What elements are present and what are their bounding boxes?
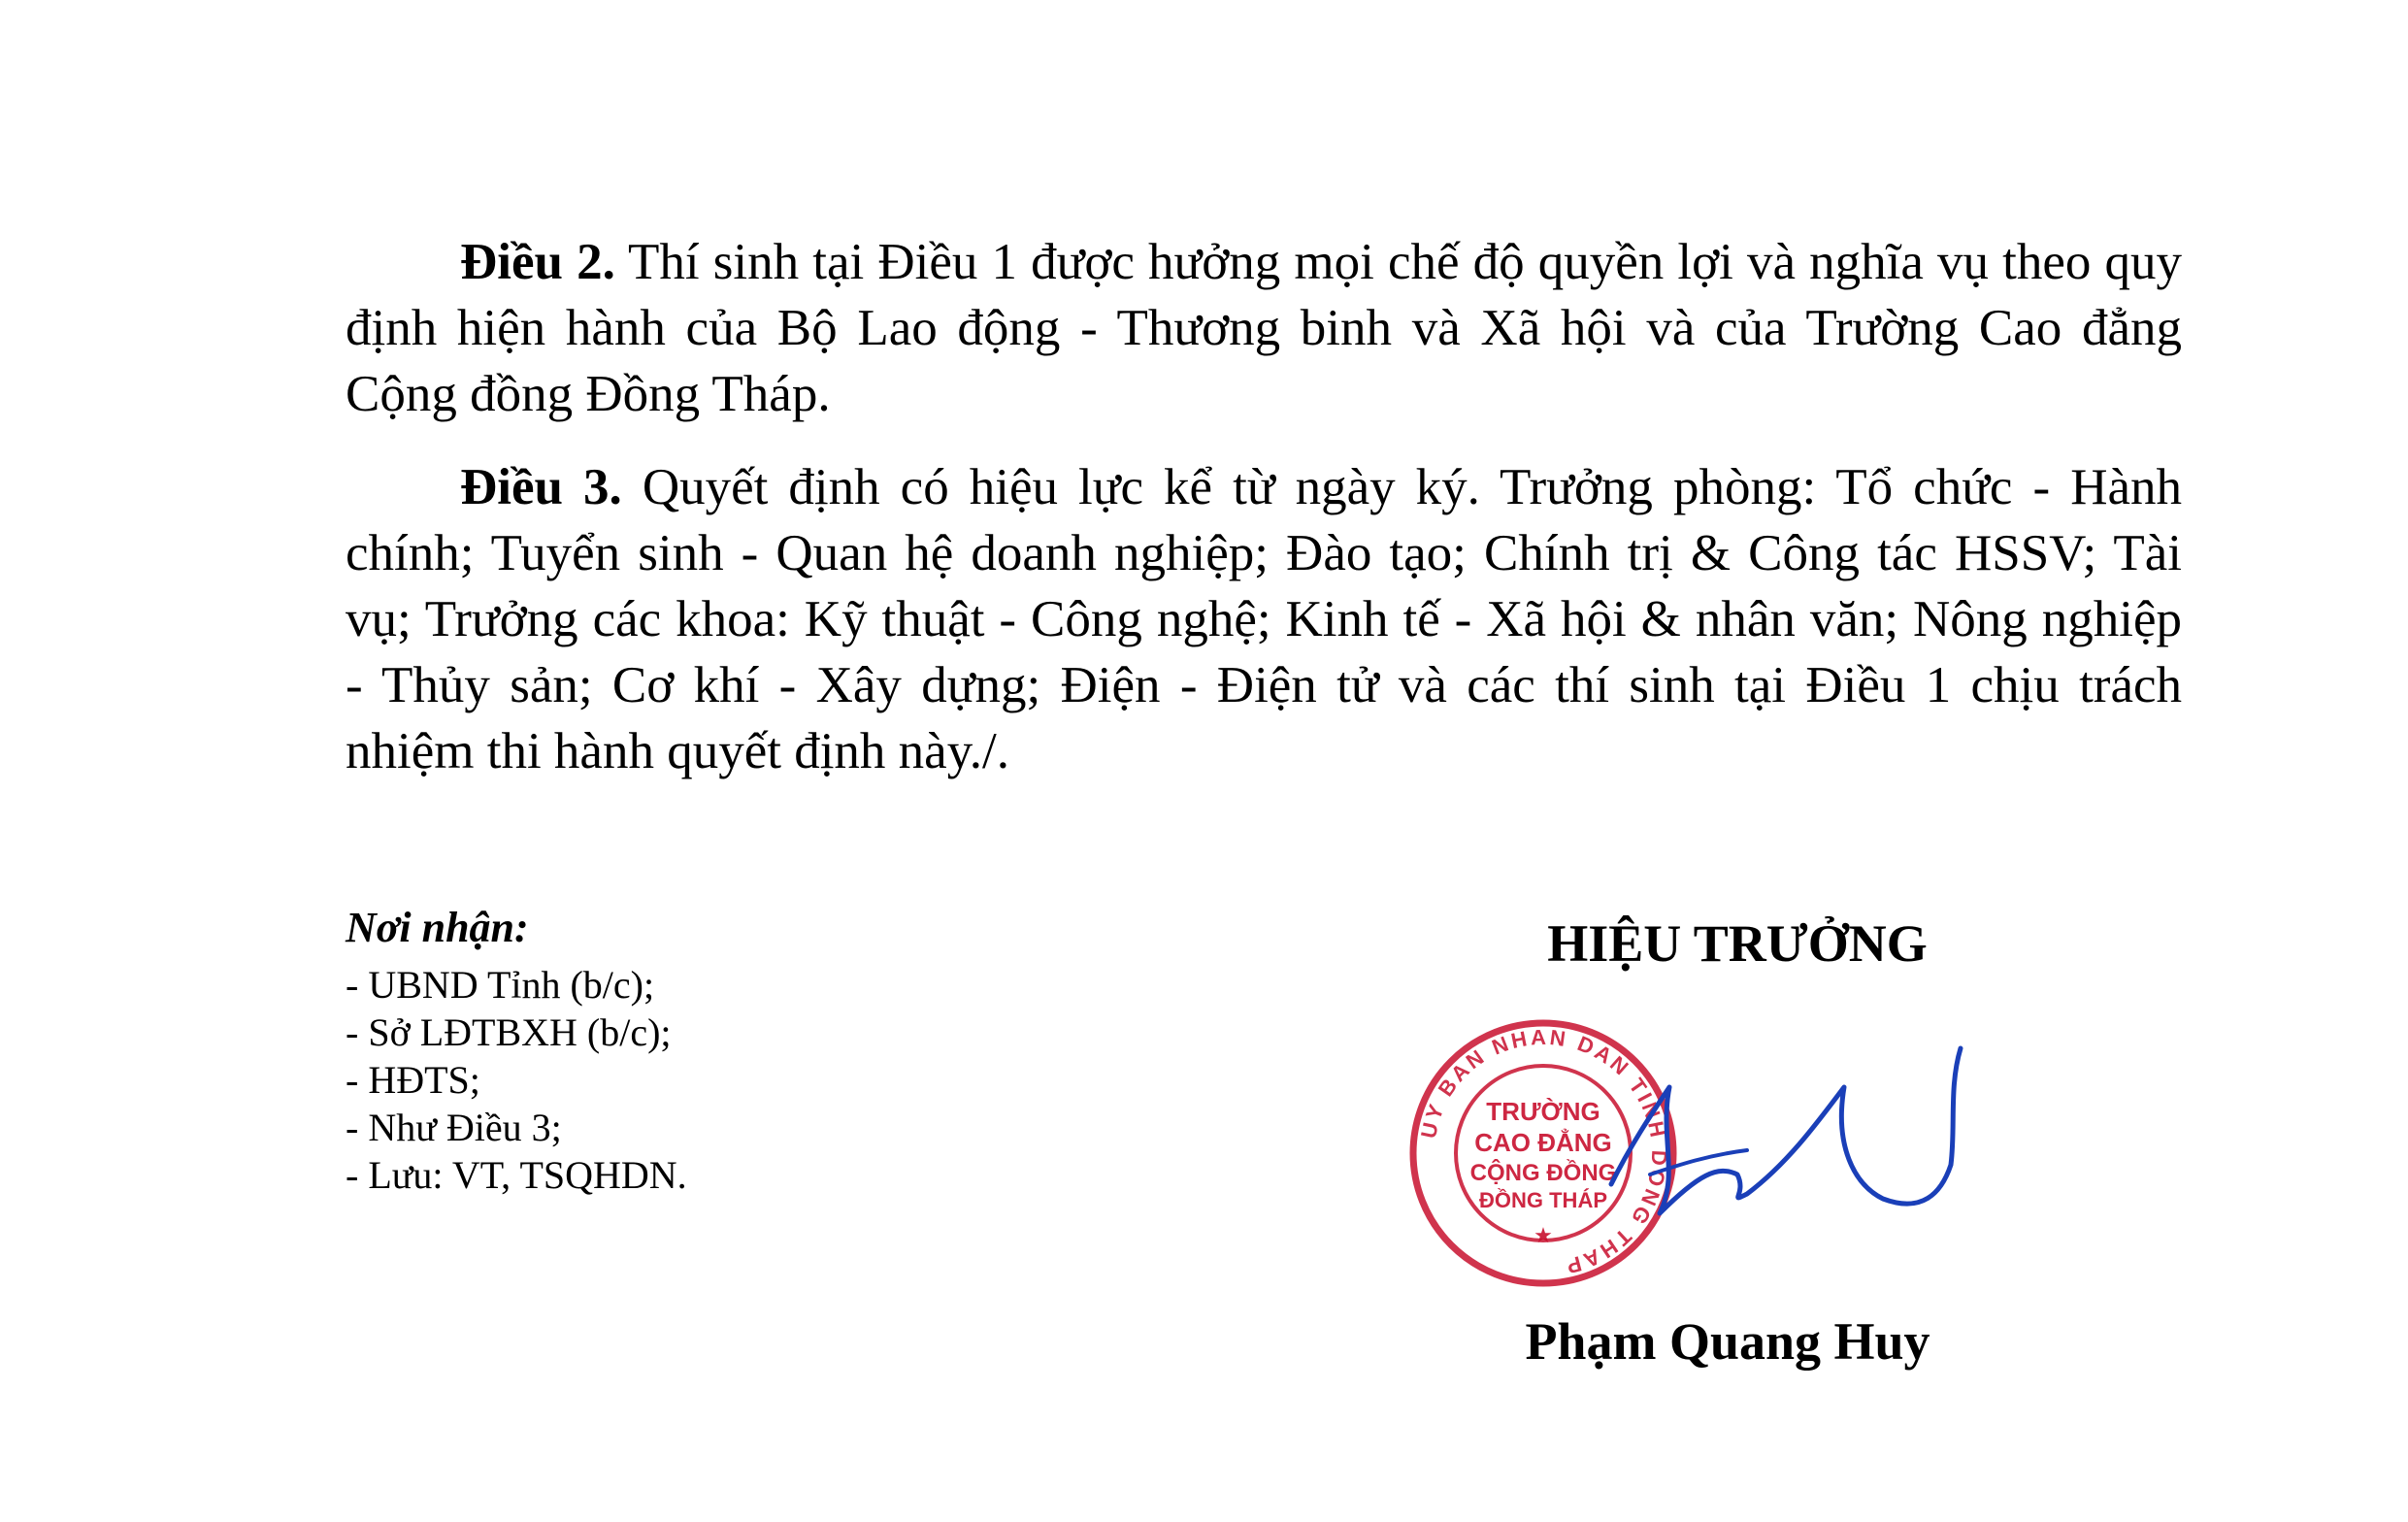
svg-text:CAO ĐẲNG: CAO ĐẲNG (1474, 1128, 1612, 1157)
signer-title: HIỆU TRƯỞNG (1547, 914, 1928, 973)
svg-text:UY BAN NHAN DAN TINH DONG THAP: UY BAN NHAN DAN TINH DONG THAP (1415, 1024, 1672, 1279)
article-3-body: Quyết định có hiệu lực kể từ ngày ký. Trưởng phòng: Tổ chức - Hành chính; Tuyển sinh - Quan hệ doanh nghiệp; Đào tạo; Chính trị & Công tác HSSV; Tài vụ; Trưởng các khoa: Kỹ thuật - Công nghệ; Kinh tế - Xã hội & nhân văn; Nông nghiệp - Thủy sản; Cơ khí - Xây dựng; Điện - Điện tử và các thí sinh tại Điều 1 chịu trách nhiệm thi hành quyết định này./. (346, 459, 2182, 779)
recipient-item: - HĐTS; (346, 1058, 480, 1102)
article-2 (346, 229, 2182, 427)
recipients-title: Nơi nhận: (346, 904, 529, 951)
recipients-block (346, 901, 1219, 1199)
svg-text:★: ★ (1534, 1224, 1553, 1248)
recipients-list (346, 961, 1219, 1199)
handwritten-signature (1592, 1029, 1980, 1252)
svg-text:ĐỒNG THÁP: ĐỒNG THÁP (1479, 1188, 1607, 1212)
article-2-heading: Điều 2. (460, 234, 615, 290)
recipient-item: - Như Điều 3; (346, 1106, 562, 1149)
svg-text:CỘNG ĐỒNG: CỘNG ĐỒNG (1469, 1160, 1617, 1186)
article-3 (346, 454, 2182, 784)
recipient-item: - Sở LĐTBXH (b/c); (346, 1010, 672, 1054)
recipient-item: - Lưu: VT, TSQHDN. (346, 1153, 687, 1197)
signer-name: Phạm Quang Huy (1525, 1312, 1930, 1371)
article-2-body: Thí sinh tại Điều 1 được hưởng mọi chế độ quyền lợi và nghĩa vụ theo quy định hiện hành của Bộ Lao động - Thương binh và Xã hội và của Trường Cao đẳng Cộng đồng Đồng Tháp. (346, 234, 2182, 422)
svg-text:TRƯỜNG: TRƯỜNG (1486, 1097, 1600, 1126)
article-3-heading: Điều 3. (460, 459, 622, 515)
recipient-item: - UBND Tỉnh (b/c); (346, 963, 655, 1007)
